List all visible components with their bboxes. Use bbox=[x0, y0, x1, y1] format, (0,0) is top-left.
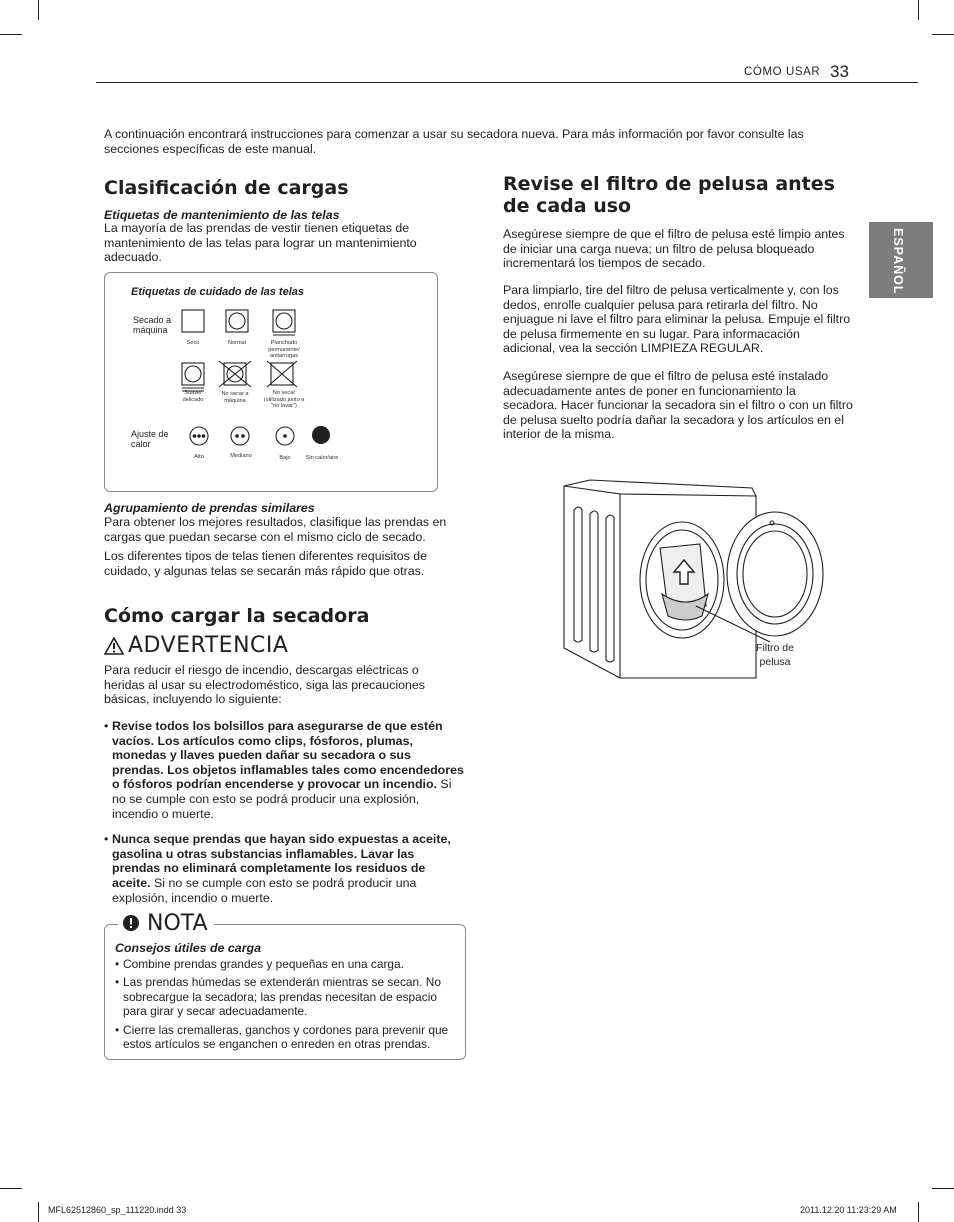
note-list bbox=[115, 957, 457, 1055]
note-title: NOTA bbox=[118, 911, 214, 936]
cap-delicate: Suave/ delicado bbox=[182, 390, 204, 403]
load-heading: Cómo cargar la secadora bbox=[104, 605, 370, 627]
note-item: • Cierre las cremalleras, ganchos y cordones para prevenir que estos artículos se enganchen o enreden en otras prendas. bbox=[115, 1023, 457, 1052]
sort-heading: Clasificación de cargas bbox=[104, 177, 349, 199]
cap-dry: Seco bbox=[186, 340, 200, 346]
warning-triangle-icon bbox=[104, 637, 124, 655]
filter-p1: Asegúrese siempre de que el filtro de pelusa esté limpio antes de iniciar una carga nueva; un filtro de pelusa bloqueado incrementará los tiempos de secado. bbox=[503, 227, 845, 271]
cap-low: Bajo bbox=[279, 455, 291, 461]
care-label-box bbox=[104, 272, 438, 492]
dry-square-icon bbox=[182, 310, 204, 332]
group-text-1: Para obtener los mejores resultados, clasifique las prendas en cargas que puedan secarse con el mismo ciclo de secado. bbox=[104, 515, 447, 544]
heat-medium-icon bbox=[231, 427, 249, 445]
page-number: 33 bbox=[830, 62, 849, 81]
warning-list bbox=[104, 719, 464, 916]
cap-no-heat: Sin calor/aire bbox=[305, 455, 339, 461]
crop-mark bbox=[0, 34, 22, 35]
no-heat-icon bbox=[312, 426, 330, 444]
warning-item: • Nunca seque prendas que hayan sido expuestas a aceite, gasolina u otras substancias inflamables. Lavar las prendas no eliminará completamente los residuos de aceite. Si no se cumple con esto se podrá producir una explosión, incendio o muerte. bbox=[104, 832, 464, 905]
group-subheading: Agrupamiento de prendas similares bbox=[104, 501, 315, 515]
language-tab bbox=[869, 222, 933, 298]
filter-heading: Revise el filtro de pelusa antes de cada uso bbox=[503, 173, 835, 217]
intro-text: A continuación encontrará instrucciones para comenzar a usar su secadora nueva. Para más información por favor consulte las secciones específicas de este manual. bbox=[104, 127, 804, 156]
language-tab-label: ESPAÑOL bbox=[891, 228, 905, 295]
cap-medium: Mediano bbox=[230, 453, 252, 459]
warning-item: • Revise todos los bolsillos para asegurarse de que estén vacíos. Los artículos como clips, fósforos, plumas, monedas y llaves pueden dañar su secadora o sus prendas. Los objetos inflamables tales como encendedores o fósforos podrían encenderse y provocar un incendio. Si no se cumple con esto se podrá producir una explosión, incendio o muerte. bbox=[104, 719, 464, 821]
crop-mark bbox=[932, 34, 954, 35]
warning-intro: Para reducir el riesgo de incendio, descargas eléctricas o heridas al usar su electrodoméstico, siga las precauciones básicas, incluyendo lo siguiente: bbox=[104, 663, 425, 707]
alert-circle-icon bbox=[122, 914, 140, 932]
cap-permanent-press: Planchado permanente/ antiarrugas bbox=[268, 340, 300, 359]
labels-subheading: Etiquetas de mantenimiento de las telas bbox=[104, 208, 340, 222]
cap-normal: Normal bbox=[227, 340, 247, 346]
note-heading: Consejos útiles de carga bbox=[115, 941, 261, 955]
crop-mark bbox=[0, 1188, 22, 1189]
header-rule bbox=[96, 82, 918, 83]
crop-mark bbox=[932, 1188, 954, 1189]
labels-text: La mayoría de las prendas de vestir tienen etiquetas de mantenimiento de las telas para lograr un mantenimiento adecuado. bbox=[104, 221, 417, 265]
note-item: • Combine prendas grandes y pequeñas en una carga. bbox=[115, 957, 457, 971]
crop-mark bbox=[38, 0, 39, 20]
note-item: • Las prendas húmedas se extenderán mientras se secan. No sobrecargue la secadora; las prendas necesitan de espacio para girar y secar adecuadamente. bbox=[115, 975, 457, 1018]
filter-p2: Para limpiarlo, tire del filtro de pelusa verticalmente y, con los dedos, enrolle cualquier pelusa para retirarla del filtro. No enjuague ni lave el filtro para eliminar la pelusa. Empuje el filtro de pelusa firmemente en su lugar. Para informacación adicional, vea la sección LIMPIEZA REGULAR. bbox=[503, 283, 851, 356]
row-label-machine-dry: Secado a máquina bbox=[133, 315, 172, 335]
cap-no-tumble: No secar a máquina bbox=[221, 391, 249, 404]
crop-mark bbox=[918, 1202, 919, 1222]
group-text-2: Los diferentes tipos de telas tienen diferentes requisitos de cuidado, y algunas telas se secarán más rápido que otras. bbox=[104, 549, 428, 578]
footer-file: MFL62512860_sp_111220.indd 33 bbox=[48, 1205, 187, 1215]
section-label: CÓMO USAR bbox=[744, 66, 821, 78]
cap-high: Alto bbox=[194, 454, 204, 460]
footer-date: 2011.12.20 11:23:29 AM bbox=[800, 1205, 897, 1215]
cap-no-dry: No secar (utilizado junto a "no lavar") bbox=[263, 390, 305, 409]
row-label-heat: Ajuste de calor bbox=[131, 429, 169, 449]
warning-title: ADVERTENCIA bbox=[128, 633, 289, 658]
crop-mark bbox=[38, 1202, 39, 1222]
lint-filter-callout: Filtro de pelusa bbox=[756, 642, 794, 668]
filter-p3: Asegúrese siempre de que el filtro de pelusa esté instalado adecuadamente antes de poner en funcionamiento la secadora. Hacer funcionar la secadora sin el filtro o con un filtro de pelusa suelto podría dañar la secadora y los artículos en el interior de la misma. bbox=[503, 369, 853, 442]
care-box-title: Etiquetas de cuidado de las telas bbox=[131, 286, 304, 298]
crop-mark bbox=[918, 0, 919, 20]
